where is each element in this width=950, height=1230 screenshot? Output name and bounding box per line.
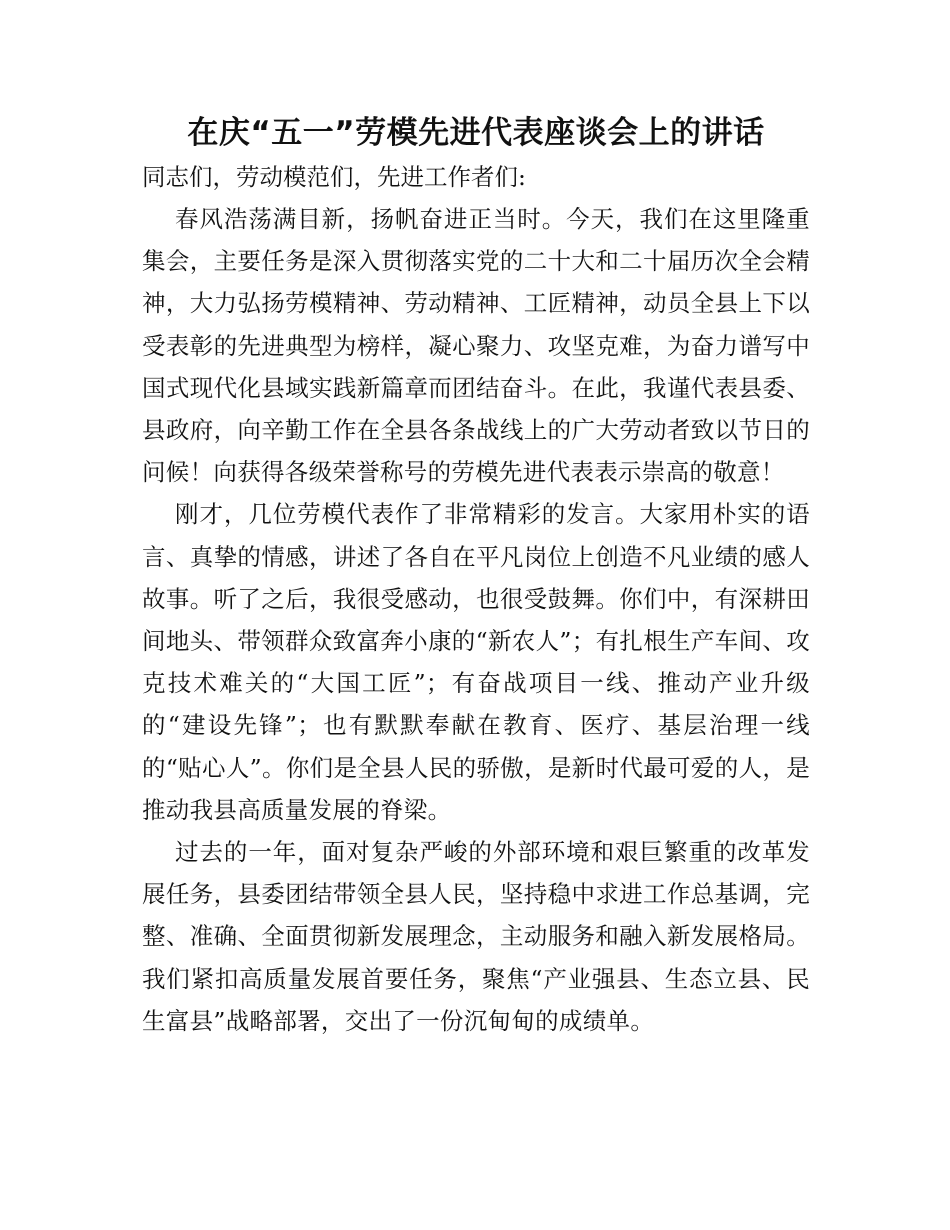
salutation: 同志们，劳动模范们，先进工作者们: <box>142 163 526 191</box>
paragraph-2: 刚才，几位劳模代表作了非常精彩的发言。大家用朴实的语言、真挚的情感，讲述了各自在平凡岗位上创造不凡业绩的感人故事。听了之后，我很受感动，也很受鼓舞。你们中，有深耕田间地头、带领群众致富奔小康的“新农人”；有扎根生产车间、攻克技术难关的“大国工匠”；有奋战项目一线、推动产业升级的“建设先锋”；也有默默奉献在教育、医疗、基层治理一线的“贴心人”。你们是全县人民的骄傲，是新时代最可爱的人，是推动我县高质量发展的脊梁。 <box>142 500 810 824</box>
document-title: 在庆“五一”劳模先进代表座谈会上的讲话 <box>187 115 765 151</box>
document-page <box>142 110 810 1042</box>
paragraph-1: 春风浩荡满目新，扬帆奋进正当时。今天，我们在这里隆重集会，主要任务是深入贯彻落实党的二十大和二十届历次全会精神，大力弘扬劳模精神、劳动精神、工匠精神，动员全县上下以受表彰的先进典型为榜样，凝心聚力、攻坚克难，为奋力谱写中国式现代化县域实践新篇章而团结奋斗。在此，我谨代表县委、县政府，向辛勤工作在全县各条战线上的广大劳动者致以节日的问候！向获得各级荣誉称号的劳模先进代表表示崇高的敬意！ <box>142 205 810 487</box>
paragraph-3: 过去的一年，面对复杂严峻的外部环境和艰巨繁重的改革发展任务，县委团结带领全县人民，坚持稳中求进工作总基调，完整、准确、全面贯彻新发展理念，主动服务和融入新发展格局。我们紧扣高质量发展首要任务，聚焦“产业强县、生态立县、民生富县”战略部署，交出了一份沉甸甸的成绩单。 <box>142 838 810 1035</box>
